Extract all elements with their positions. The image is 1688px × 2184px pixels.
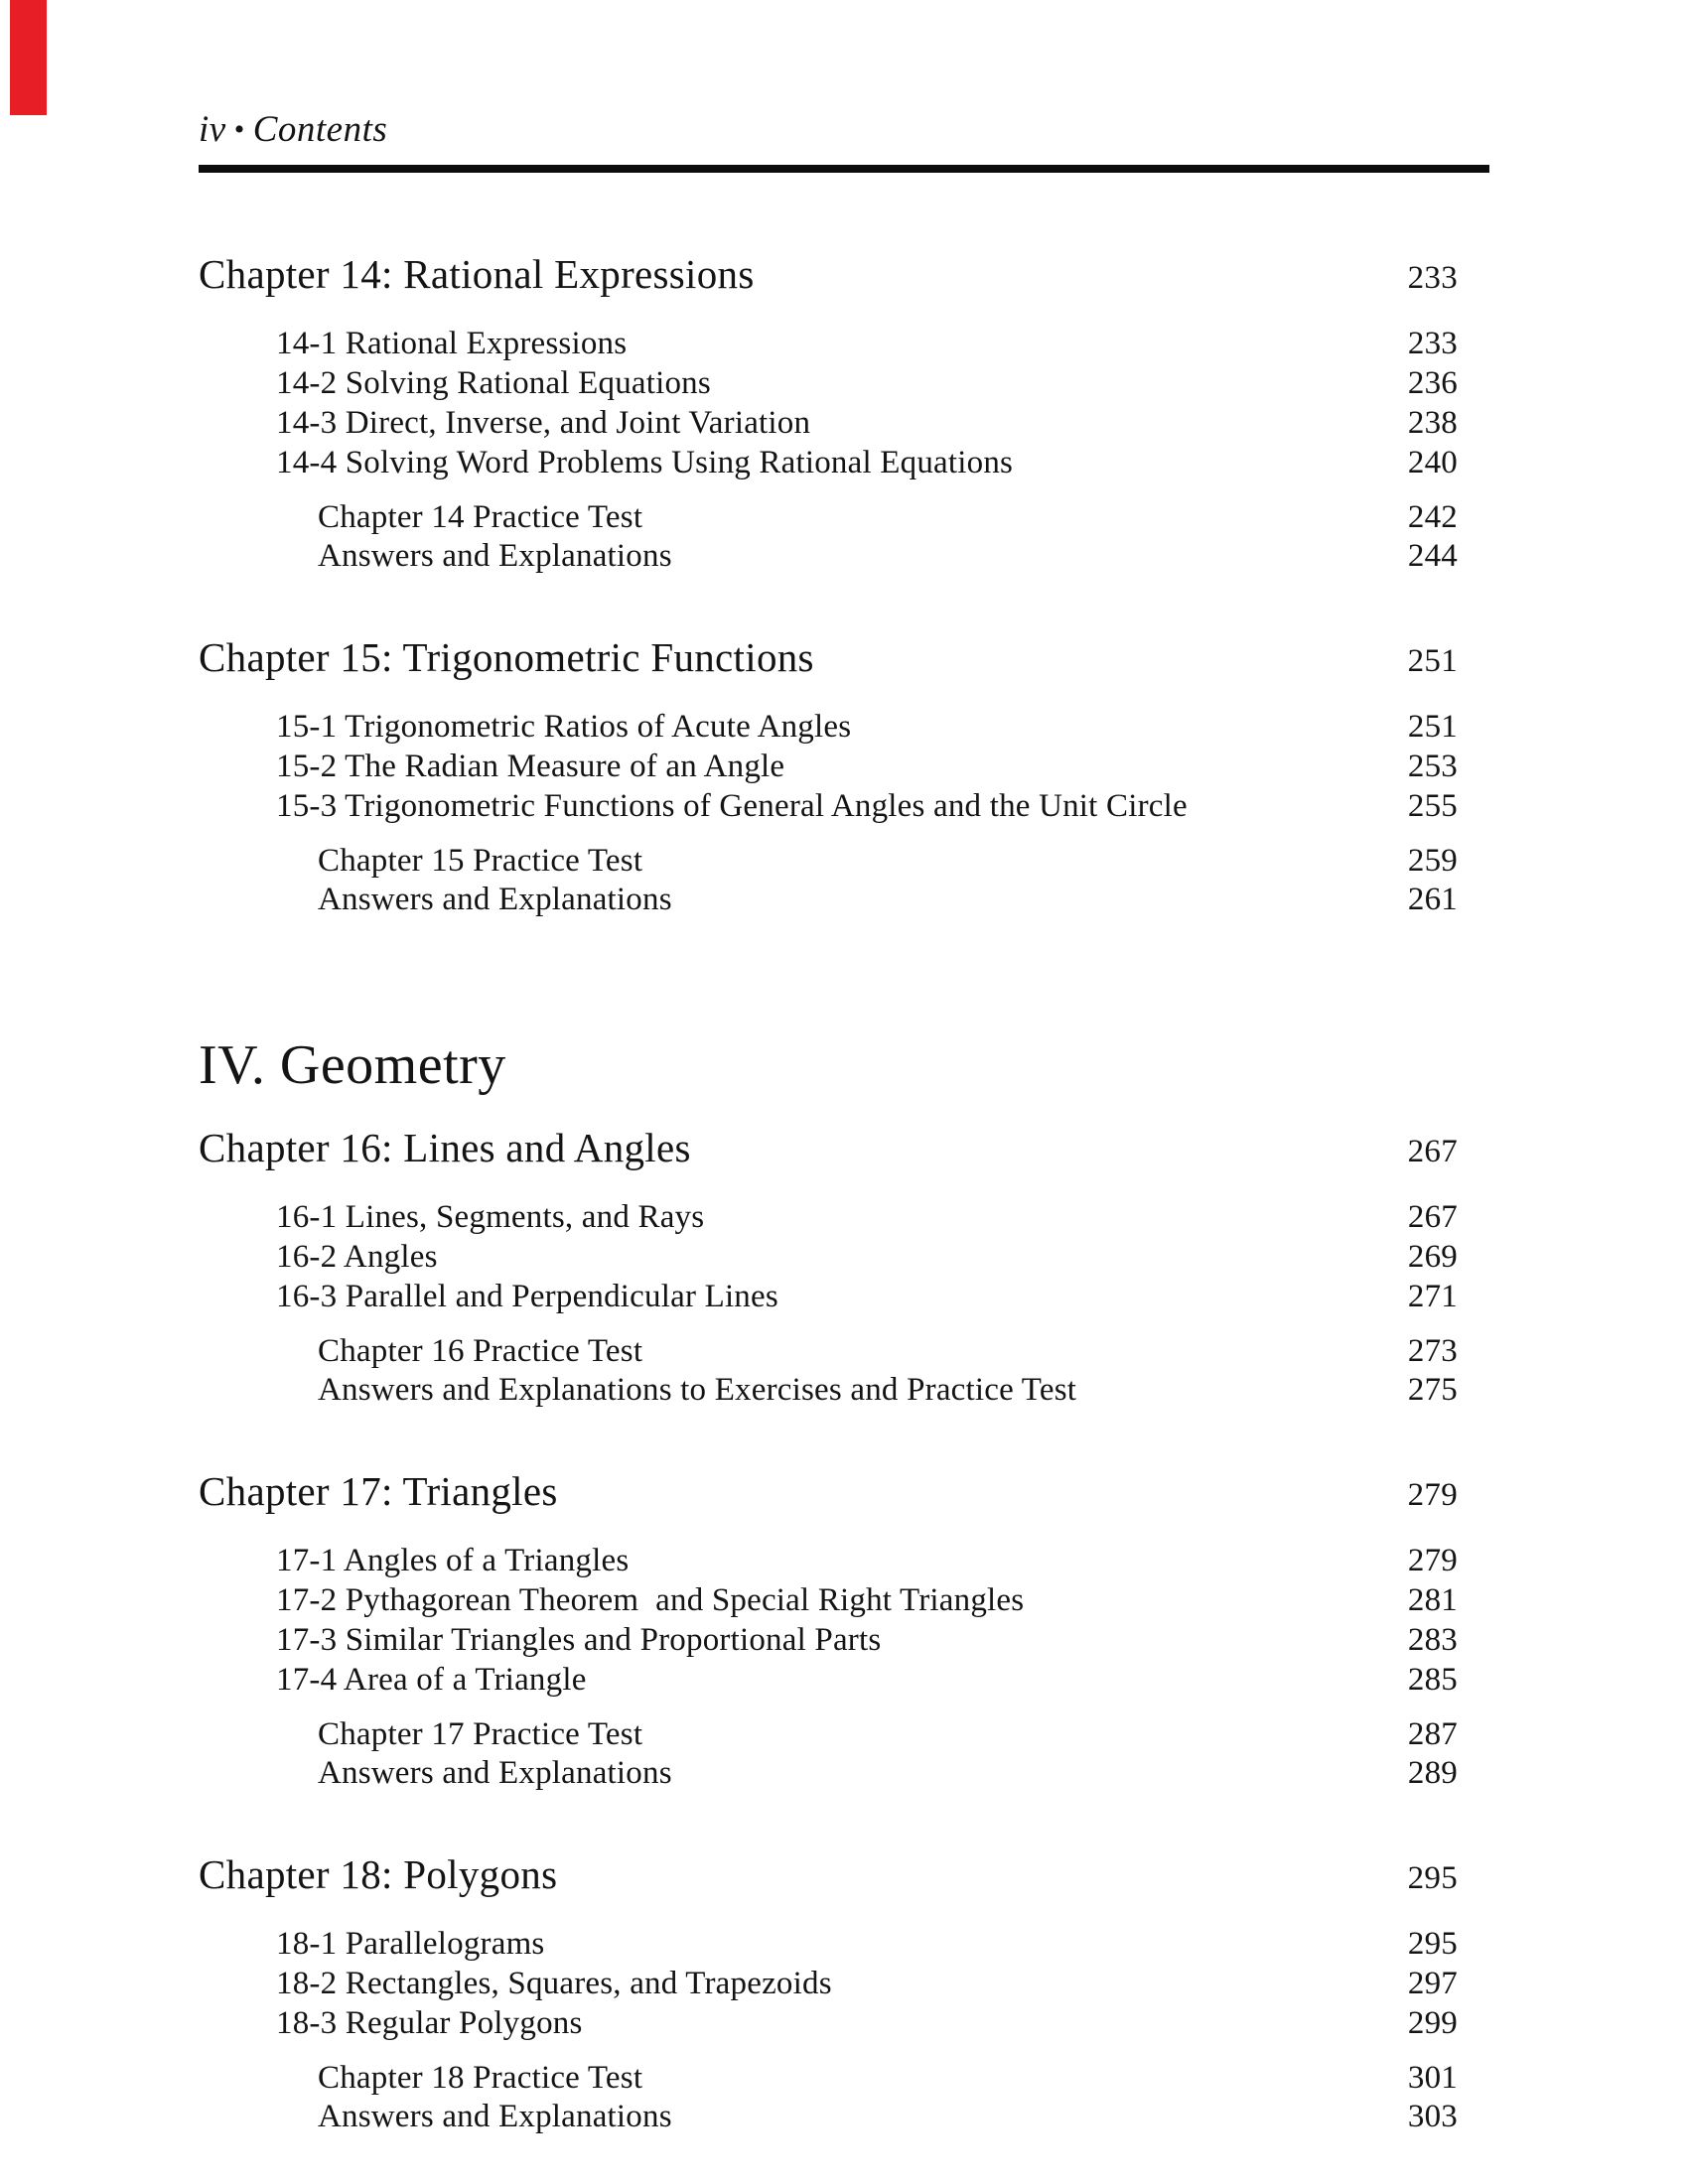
row-title: Answers and Explanations to Exercises and Practice Test bbox=[318, 1372, 1077, 1408]
running-header-page-label: iv bbox=[199, 109, 226, 150]
row-title: 17-3 Similar Triangles and Proportional Parts bbox=[276, 1622, 882, 1658]
row-page-number: 285 bbox=[1407, 1662, 1458, 1698]
chapter-extras bbox=[318, 842, 1489, 919]
row-page-number: 233 bbox=[1407, 326, 1458, 361]
chapter-heading-row bbox=[199, 250, 1489, 302]
row-title: Answers and Explanations bbox=[318, 538, 672, 574]
row-page-number: 238 bbox=[1407, 405, 1458, 441]
chapter-block bbox=[199, 1124, 1489, 1410]
row-title: Chapter 15 Practice Test bbox=[318, 843, 643, 879]
row-page-number: 255 bbox=[1407, 788, 1458, 824]
toc-row bbox=[318, 2098, 1489, 2136]
row-page-number: 283 bbox=[1407, 1622, 1458, 1658]
toc-row bbox=[318, 842, 1489, 881]
row-page-number: 287 bbox=[1407, 1716, 1458, 1752]
toc-row bbox=[276, 707, 1489, 747]
chapter-block bbox=[199, 1467, 1489, 1793]
toc-row bbox=[276, 1197, 1489, 1237]
chapter-block bbox=[199, 633, 1489, 919]
row-title: Answers and Explanations bbox=[318, 882, 672, 917]
running-header bbox=[199, 109, 1489, 151]
chapter-page-number: 279 bbox=[1407, 1477, 1458, 1513]
row-title: 18-2 Rectangles, Squares, and Trapezoids bbox=[276, 1966, 832, 2001]
chapter-extras bbox=[318, 2059, 1489, 2136]
chapter-heading-row bbox=[199, 1850, 1489, 1902]
row-page-number: 244 bbox=[1407, 538, 1458, 574]
toc-row bbox=[318, 498, 1489, 537]
row-title: 14-4 Solving Word Problems Using Rational Equations bbox=[276, 445, 1014, 480]
row-title: 14-1 Rational Expressions bbox=[276, 326, 628, 361]
row-title: 17-4 Area of a Triangle bbox=[276, 1662, 587, 1698]
toc-row bbox=[276, 1924, 1489, 1964]
toc-row bbox=[318, 1754, 1489, 1793]
toc-row bbox=[318, 2059, 1489, 2098]
chapter-page-number: 233 bbox=[1407, 260, 1458, 296]
toc-row bbox=[318, 1371, 1489, 1410]
chapter-sections bbox=[276, 324, 1489, 482]
row-page-number: 261 bbox=[1407, 882, 1458, 917]
row-page-number: 240 bbox=[1407, 445, 1458, 480]
row-title: 15-1 Trigonometric Ratios of Acute Angles bbox=[276, 709, 852, 745]
row-title: Chapter 17 Practice Test bbox=[318, 1716, 643, 1752]
toc-row bbox=[276, 2003, 1489, 2043]
row-page-number: 259 bbox=[1407, 843, 1458, 879]
chapter-title: Chapter 14: Rational Expressions bbox=[199, 251, 755, 297]
toc-row bbox=[276, 403, 1489, 443]
toc-row bbox=[276, 747, 1489, 786]
chapter-title: Chapter 17: Triangles bbox=[199, 1468, 558, 1514]
chapter-page-number: 251 bbox=[1407, 643, 1458, 679]
chapter-page-number: 295 bbox=[1407, 1860, 1458, 1896]
row-page-number: 242 bbox=[1407, 499, 1458, 535]
row-page-number: 267 bbox=[1407, 1199, 1458, 1235]
chapter-title: Chapter 18: Polygons bbox=[199, 1851, 558, 1897]
chapter-sections bbox=[276, 1541, 1489, 1700]
row-page-number: 253 bbox=[1407, 749, 1458, 784]
row-page-number: 301 bbox=[1407, 2060, 1458, 2096]
toc bbox=[199, 250, 1489, 2136]
toc-row bbox=[276, 1541, 1489, 1580]
row-title: 15-2 The Radian Measure of an Angle bbox=[276, 749, 785, 784]
row-title: 17-1 Angles of a Triangles bbox=[276, 1543, 630, 1578]
part-heading: IV. Geometry bbox=[199, 1034, 506, 1096]
row-page-number: 271 bbox=[1407, 1279, 1458, 1314]
row-title: Chapter 16 Practice Test bbox=[318, 1333, 643, 1369]
row-title: Answers and Explanations bbox=[318, 1755, 672, 1791]
chapter-block bbox=[199, 250, 1489, 576]
chapter-heading-row bbox=[199, 633, 1489, 685]
row-title: 17-2 Pythagorean Theorem and Special Right Triangles bbox=[276, 1582, 1025, 1618]
chapter-title: Chapter 16: Lines and Angles bbox=[199, 1125, 691, 1170]
row-title: 16-2 Angles bbox=[276, 1239, 438, 1275]
row-title: 14-3 Direct, Inverse, and Joint Variation bbox=[276, 405, 811, 441]
toc-row bbox=[276, 1964, 1489, 2003]
chapter-title: Chapter 15: Trigonometric Functions bbox=[199, 634, 814, 680]
row-title: Chapter 18 Practice Test bbox=[318, 2060, 643, 2096]
row-page-number: 295 bbox=[1407, 1926, 1458, 1962]
chapter-page-number: 267 bbox=[1407, 1134, 1458, 1169]
chapter-sections bbox=[276, 1924, 1489, 2043]
row-title: 16-3 Parallel and Perpendicular Lines bbox=[276, 1279, 778, 1314]
toc-row bbox=[276, 1277, 1489, 1316]
chapter-extras bbox=[318, 1715, 1489, 1793]
row-page-number: 303 bbox=[1407, 2099, 1458, 2134]
toc-row bbox=[276, 443, 1489, 482]
toc-row bbox=[276, 1660, 1489, 1700]
row-title: 18-1 Parallelograms bbox=[276, 1926, 545, 1962]
chapter-heading-row bbox=[199, 1467, 1489, 1519]
row-page-number: 279 bbox=[1407, 1543, 1458, 1578]
toc-row bbox=[276, 363, 1489, 403]
cover-accent bbox=[10, 0, 47, 115]
chapter-heading-row bbox=[199, 1124, 1489, 1175]
header-rule bbox=[199, 165, 1489, 173]
chapter-extras bbox=[318, 1332, 1489, 1410]
toc-row bbox=[276, 1620, 1489, 1660]
toc-row bbox=[276, 1237, 1489, 1277]
toc-row bbox=[318, 537, 1489, 576]
row-page-number: 281 bbox=[1407, 1582, 1458, 1618]
row-title: 18-3 Regular Polygons bbox=[276, 2005, 583, 2041]
row-title: Chapter 14 Practice Test bbox=[318, 499, 643, 535]
chapter-sections bbox=[276, 707, 1489, 826]
toc-row bbox=[276, 324, 1489, 363]
row-title: 16-1 Lines, Segments, and Rays bbox=[276, 1199, 705, 1235]
toc-page bbox=[199, 0, 1489, 2136]
running-header-title: Contents bbox=[252, 109, 388, 150]
bullet-icon: • bbox=[233, 113, 245, 146]
chapter-sections bbox=[276, 1197, 1489, 1316]
toc-row bbox=[318, 1715, 1489, 1754]
row-title: 14-2 Solving Rational Equations bbox=[276, 365, 711, 401]
toc-row bbox=[318, 1332, 1489, 1371]
toc-row bbox=[276, 1580, 1489, 1620]
row-page-number: 236 bbox=[1407, 365, 1458, 401]
chapter-block bbox=[199, 1850, 1489, 2136]
row-page-number: 289 bbox=[1407, 1755, 1458, 1791]
row-page-number: 251 bbox=[1407, 709, 1458, 745]
row-page-number: 299 bbox=[1407, 2005, 1458, 2041]
toc-row bbox=[276, 786, 1489, 826]
toc-row bbox=[318, 881, 1489, 919]
row-page-number: 297 bbox=[1407, 1966, 1458, 2001]
row-page-number: 269 bbox=[1407, 1239, 1458, 1275]
row-page-number: 275 bbox=[1407, 1372, 1458, 1408]
row-page-number: 273 bbox=[1407, 1333, 1458, 1369]
chapter-extras bbox=[318, 498, 1489, 576]
row-title: 15-3 Trigonometric Functions of General Angles and the Unit Circle bbox=[276, 788, 1188, 824]
row-title: Answers and Explanations bbox=[318, 2099, 672, 2134]
